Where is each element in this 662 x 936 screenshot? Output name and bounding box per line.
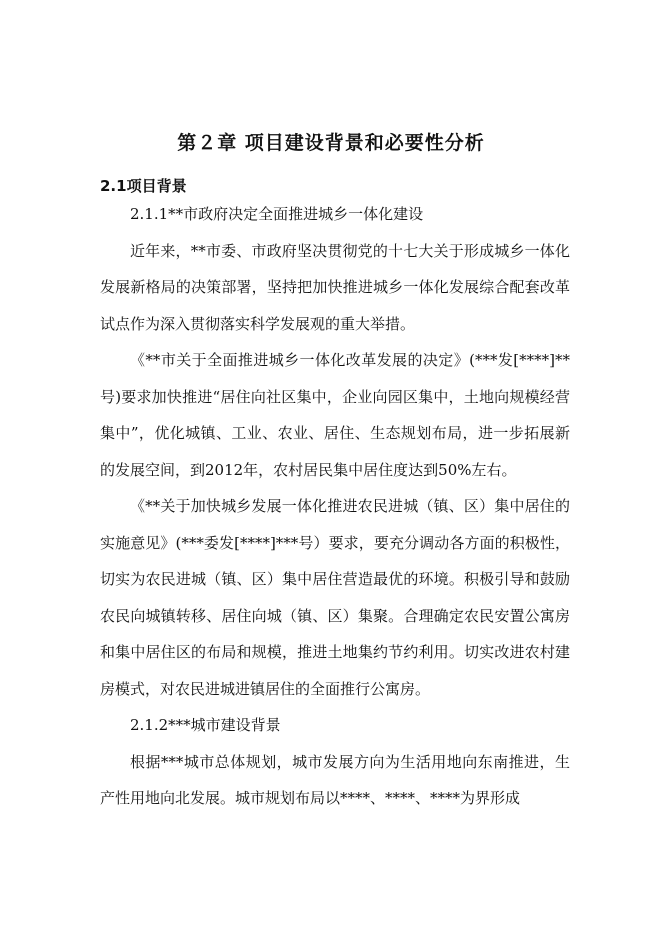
paragraph-3: 《**关于加快城乡发展一体化推进农民进城（镇、区）集中居住的实施意见》(***委发[****]***号）要求，要充分调动各方面的积极性，切实为农民进城（镇、区）集中居住营造最优的环境。积极引导和鼓励农民向城镇转移、居住向城（镇、区）集聚。合理确定农民安置公寓房和集中居住区的布局和规模，推进土地集约节约利用。切实改进农村建房模式，对农民进城进镇居住的全面推行公寓房。 [100, 497, 570, 698]
paragraph-1: 近年来，**市委、市政府坚决贯彻党的十七大关于形成城乡一体化发展新格局的决策部署，坚持把加快推进城乡一体化发展综合配套改革试点作为深入贯彻落实科学发展观的重大举措。 [100, 241, 570, 333]
body-text [100, 196, 570, 817]
subsection-heading-2-1-1: 2.1.1**市政府决定全面推进城乡一体化建设 [130, 205, 424, 223]
paragraph-4: 根据***城市总体规划，城市发展方向为生活用地向东南推进，生产性用地向北发展。城市规划布局以****、****、****为界形成 [100, 752, 570, 807]
paragraph-2: 《**市关于全面推进城乡一体化改革发展的决定》(***发[****]**号)要求加快推进“居住向社区集中，企业向园区集中，土地向规模经营集中”，优化城镇、工业、农业、居住、生态规划布局，进一步拓展新的发展空间，到2012年，农村居民集中居住度达到50%左右。 [100, 351, 570, 479]
subsection-heading-2-1-2: 2.1.2***城市建设背景 [130, 716, 281, 734]
section-title: 2.1项目背景 [100, 177, 187, 195]
chapter-title: 第２章 项目建设背景和必要性分析 [177, 132, 485, 154]
